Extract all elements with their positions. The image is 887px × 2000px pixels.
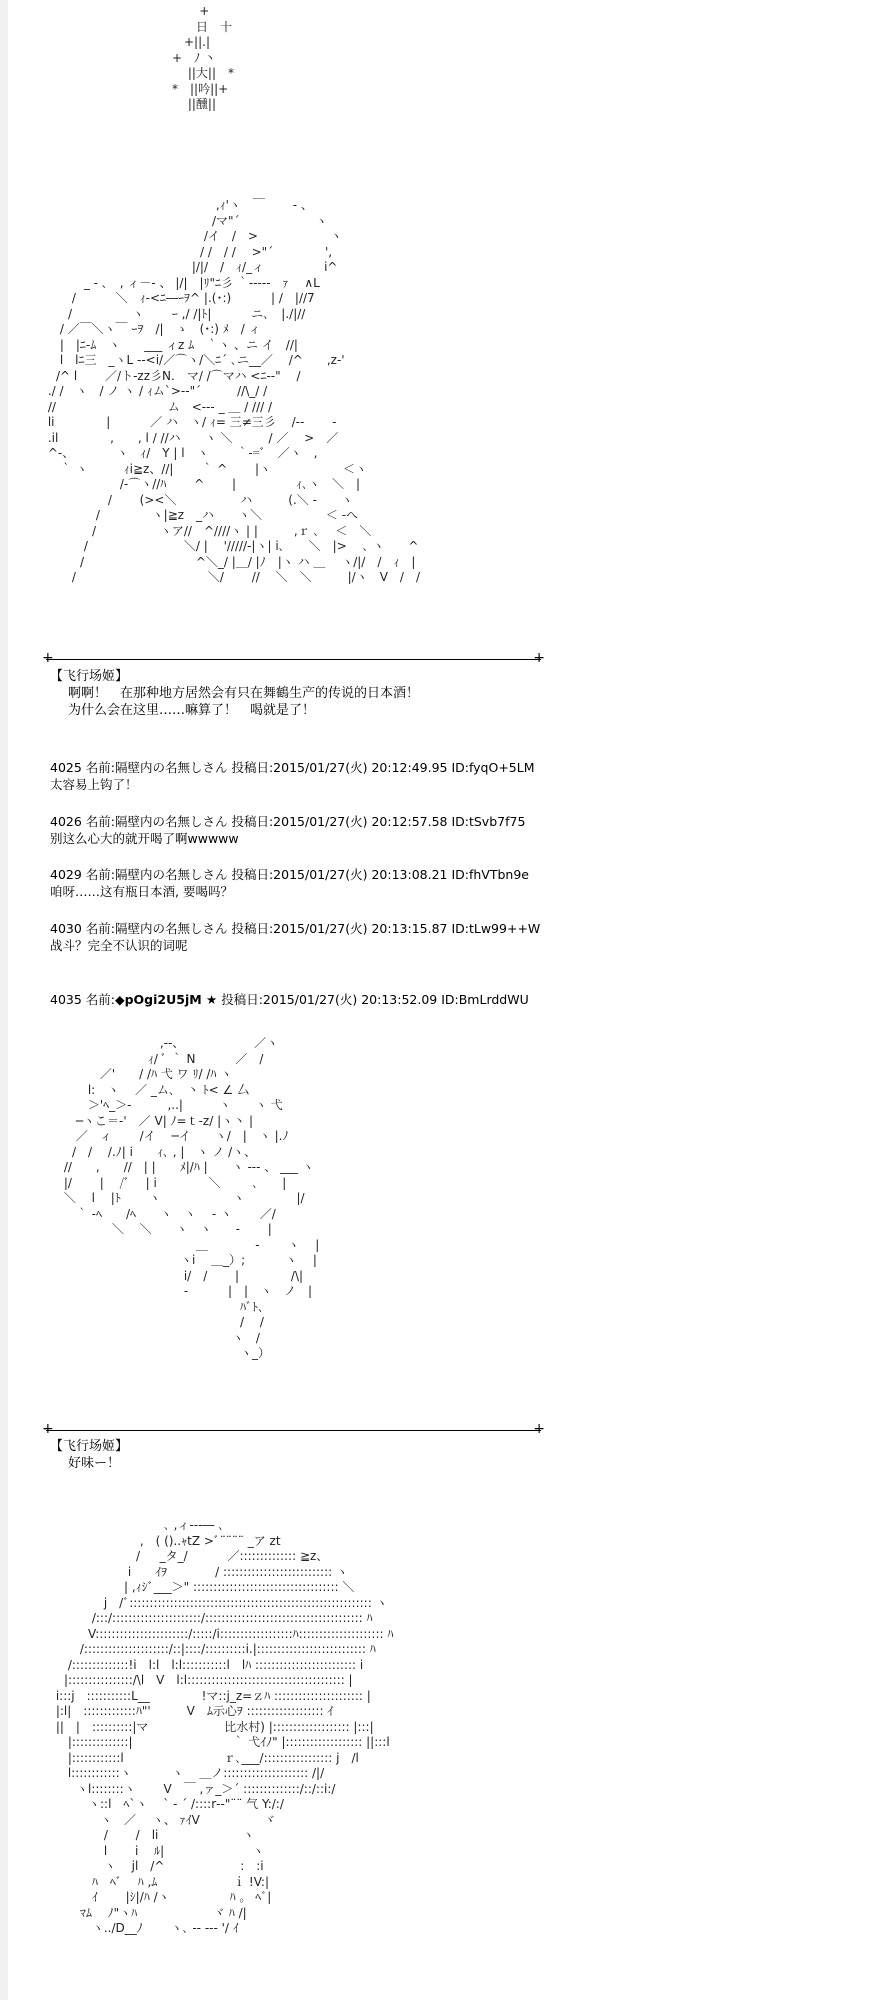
- post-number-label: 4035 名前:: [50, 992, 115, 1007]
- drinking-character-ascii-art: ,ｨ'ヽ ￣ ‐ 、 /マ"´ ヽ /イ / > ヽ / / / / >"´ ', |/|/ / ｨ/_ィ i^ _ - ､ , ィ－- 、 |/| |ﾘ"ﾆ彡 ｀‐‐‐‐‐ ｧ ∧L / ＼ ｨ-<ﾆ―ｰｦ^ |.(･:) | / |//7 / ヽ ｰ ,/ /|ﾄ| ニ､ |./|// / ／￣＼ヽ￣ ｰｦ /| ゝ (･:) ﾒ / ィ | |ﾆ-ﾑ ヽ ___ ィz ﾑ ｀ヽ 、ニ イ //| l lﾆ三 _ヽL --<i/／⌒ヽ/＼ﾆ´ ､ニ__／ /^ ,z-' /^ l ／/ト‐zz彡N. マ/ /⌒マハ <ﾆ-‐" / ./ / ヽ / ノ ヽ / ｨム`>-‐"´ //\_/ / // ム <‐-- _ ＿ / /// / li | ／ ハ ヽ/ ｨ= 三≠三彡 /‐- - .il , , l / //ハ ヽ ＼ / ／ > ／ ^-、 ヽ ｨ/ Y | l ヽ ｀‐=ﾞ ／ヽ , ｀ ヽ ｨi≧z、//| ｀ ^ |ヽ ＜ヽ /‐⌒ヽ//ﾊ ^ | ｨ､ヽ ＼ | / (><＼ ハ (.＼ ‐ ヽ / ヽ|≧z _ハ ヽ＼ ＜ ‐へ / ヽア// ^////ヽ | | ,ｒ ､ ＜ ＼ / ＼/ | '/////-|ヽ| i､ ＼ |> ､ ヽ ^ / ^＼_/ |＿/ |ﾉ |ヽ ハ ＿ ヽ/|/ / ｨ | / ＼/ // ＼ ＼ |/ヽ V / /: [47, 198, 420, 584]
- post-header: 4029 名前:隔壁内の名無しさん 投稿日:2015/01/27(火) 20:13:08.21 ID:fhVTbn9e: [50, 867, 529, 882]
- scene-divider: [46, 1430, 541, 1431]
- dialogue-line: 为什么会在这里……嘛算了！ 喝就是了！: [68, 703, 316, 718]
- post-4029: [50, 866, 529, 900]
- post-header: 4026 名前:隔壁内の名無しさん 投稿日:2015/01/27(火) 20:12:57.58 ID:tSvb7f75: [50, 814, 526, 829]
- post-header: 4030 名前:隔壁内の名無しさん 投稿日:2015/01/27(火) 20:13:15.87 ID:tLw99++W: [50, 921, 541, 936]
- shouting-character-ascii-art: ,‐‐、 ／ヽ ｨ/ ﾞ ｀ N ／ / ／' / /ﾊ 弋 ワ ﾘ/ /ﾊ ヽ l: ヽ ／ _ム､ 丶 ﾄ< ∠ 厶 ＞'ﾍ_＞‐ ,..| ヽ ヽ 弋 ─ヽこ＝-' ／ V| ﾉ=ｔ-z/ |ヽ丶 | ／ ィ /イ ─イ ヽ/ | ヽ |.ﾉ / / /.ﾉ| i ｨ､ , | ヽ ノ /ヽ、 // , // | | ﾒ|/ﾊ | ヽ ‐‐‐ 、 ___ ヽ |/ | /ﾞ | i ＼ ､ | ＼ l |ﾄ ヽ ヽ |/ ｀ ‐ﾍ /ﾍ ヽ ヽ ‐ ヽ ／/ ＼ ＼ ヽ ヽ ‐ | ＿ ‐ ヽ | ヽi ＿_）; ヽ | i/ / | /\| ‐ | | ヽ ノ | ﾊﾞﾄ､ / / ヽ / ヽ_）: [63, 1036, 320, 1360]
- dialogue-line: 啊啊！ 在那种地方居然会有只在舞鶴生产的传说的日本酒！: [68, 686, 420, 701]
- post-body: 咱呀……这有瓶日本酒, 要喝吗？: [50, 884, 233, 899]
- sign-ascii-art: + 日 十 +||.| + ﾉ 丶 ||大|| * * ||吟||+ ||醺||: [172, 4, 234, 111]
- speaker-name: 【飞行场姬】: [50, 1439, 129, 1454]
- post-body: 别这么心大的就开喝了啊wwwww: [50, 831, 239, 846]
- bottle-character-ascii-art: ､ ,ィ‐‐‐― ､ , ( ()..ｬtZ >ﾞ¨¨¨¨ _ア zt / _タ_/ ／:::::::::::::: ≧z、 i ｲｦ / ::::::::::::::::::::::::::: ヽ | ,ｨｼﾞ___＞" :::::::::::::::::::::::::::::::::::: ＼ j /ﾞ:::::::::::::::::::::::::::::::::::::::::::::::::::::::::::: ヽ /:::/::::::::::::::::::::::/::::::::::::::::::::::::::::::::::::::: ﾊ V:::::::::::::::::::::::/:::::/i::::::::::::::::::ﾊ::::::::::::::::::::: ﾊ /:::::::::::::::::::::/::|::::/::::::::::i.|::::::::::::::::::::::::::: ﾊ /::::::::::::::!i l:l l:l:::::::::::l lﾊ ::::::::::::::::::::::::: i |::::::::::::::::/\l V l:l::::::::::::::::::::::::::::::::::::::: | i:::j :::::::::::L__ !マ::j_z=ｚﾊ :::::::::::::::::::::: | |:l| :::::::::::::ﾊ"' V ﾑ示心ｦ ::::::::::::::::::: ｲ || | ::::::::::|マ 比水村) |::::::::::::::::::: |:::| |::::::::::::::| ｀ 弋ｲﾉ" |::::::::::::::::::: ||:::l |::::::::::::l ｒ､___/::::::::::::::::: j /l l::::::::::::ヽ ヽ ＿ノ::::::::::::::::::::: /|/ ヽl::::::::ヽ V ￣ ,ァ_＞´ ::::::::::::::/::/::i:/ ヽ::l ﾍ`ヽ ` ‐ ´ /::::r‐‐"¨¨ 气 Y:/:/ ヽ ／ ヽ、 ｧｲV ヾ / / li ヽ l i ﾙ| ヽ ヽ jl /^ : :i ﾊ ﾍﾞ ﾊ ,ﾑ ｉ !V:| ｲ |ｼ|/ﾊ /ヽ ﾊ 。 ﾍﾞ| ﾏﾑ ﾉ"ヽﾊ ヾ ﾊ /| ヽ../D__ﾉ ヽ､ ‐‐ ‐‐‐ '/ ｲ: [55, 1518, 394, 1935]
- post-4035: [50, 991, 529, 1008]
- dialogue-block: [50, 1438, 128, 1472]
- post-header: 4025 名前:隔壁内の名無しさん 投稿日:2015/01/27(火) 20:12:49.95 ID:fyqO+5LM: [50, 760, 535, 775]
- post-4026: [50, 813, 525, 847]
- post-4025: [50, 759, 535, 793]
- dialogue-block: [50, 668, 419, 719]
- post-body: 战斗？完全不认识的词呢: [50, 938, 188, 953]
- speaker-name: 【飞行场姬】: [50, 669, 129, 684]
- post-body: 太容易上钩了！: [50, 777, 138, 792]
- author-trip: ◆pOgi2U5jM ★: [115, 992, 218, 1007]
- dialogue-line: 好味ー！: [68, 1456, 121, 1471]
- post-4030: [50, 920, 540, 954]
- left-margin: [0, 0, 8, 2000]
- post-meta: 投稿日:2015/01/27(火) 20:13:52.09 ID:BmLrddWU: [217, 992, 529, 1007]
- post-header: [50, 991, 529, 1008]
- scene-divider: [46, 659, 541, 660]
